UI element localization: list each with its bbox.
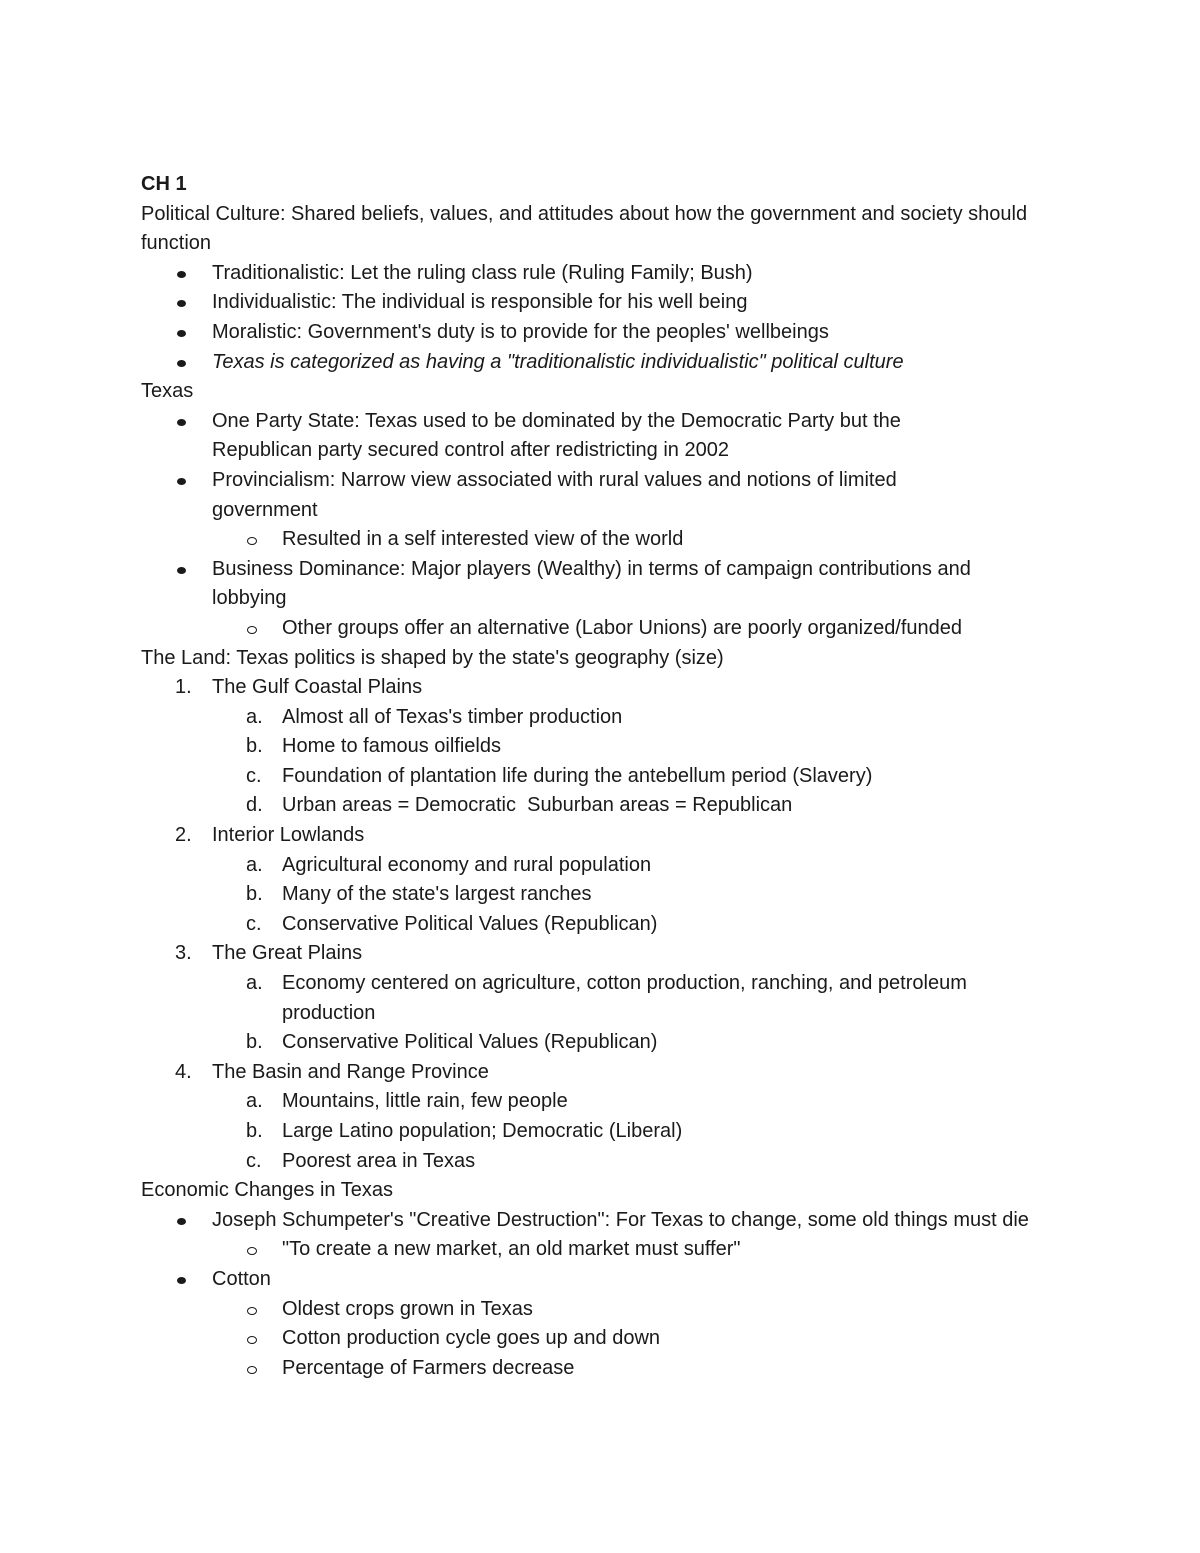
bullet-icon (177, 1277, 186, 1284)
lettered-item: a. Agricultural economy and rural population (246, 853, 652, 876)
sub-list-item: Oldest crops grown in Texas (141, 1295, 1071, 1325)
lettered-item: b. Large Latino population; Democratic (Liberal) (246, 1120, 683, 1142)
sub-list-item: Resulted in a self interested view of the world (141, 525, 1071, 555)
list-item: Moralistic: Government's duty is to provide for the peoples' wellbeings (141, 318, 1071, 348)
list-item: Texas is categorized as having a "traditionalistic individualistic" political culture (141, 348, 1071, 378)
lettered-item: d. Urban areas = Democratic Suburban areas = Republican (246, 794, 793, 817)
bullet-icon (177, 330, 186, 337)
lettered-item: c. Poorest area in Texas (246, 1149, 476, 1172)
hollow-bullet-icon (247, 1366, 257, 1374)
hollow-bullet-icon (247, 1247, 257, 1255)
list-item: Individualistic: The individual is responsible for his well being (141, 288, 1071, 318)
document-page (141, 170, 1071, 1383)
political-culture-definition: Political Culture: Shared beliefs, values, and attitudes about how the government and society should function (141, 202, 1028, 255)
hollow-bullet-icon (247, 626, 257, 634)
list-item: Provincialism: Narrow view associated with rural values and notions of limited government (141, 466, 1071, 525)
lettered-item: b. Home to famous oilfields (246, 735, 501, 758)
list-item: One Party State: Texas used to be dominated by the Democratic Party but the Republican party secured control after redistricting in 2002 (141, 407, 1071, 466)
sub-list-item: "To create a new market, an old market must suffer" (141, 1235, 1071, 1265)
list-item: Business Dominance: Major players (Wealthy) in terms of campaign contributions and lobbying (141, 555, 1071, 614)
sub-list-item: Percentage of Farmers decrease (141, 1354, 1071, 1384)
bullet-icon (177, 271, 186, 278)
lettered-item: a. Economy centered on agriculture, cotton production, ranching, and petroleum production (246, 972, 967, 1024)
bullet-icon (177, 419, 186, 426)
numbered-item: 2. Interior Lowlands (175, 824, 365, 847)
lettered-item: a. Mountains, little rain, few people (246, 1090, 568, 1113)
list-item: Joseph Schumpeter's "Creative Destruction": For Texas to change, some old things must die (141, 1206, 1071, 1236)
bullet-icon (177, 360, 186, 367)
bullet-icon (177, 567, 186, 574)
numbered-item: 3. The Great Plains (175, 942, 363, 965)
hollow-bullet-icon (247, 1336, 257, 1344)
list-item: Cotton (141, 1265, 1071, 1295)
sub-list-item: Other groups offer an alternative (Labor Unions) are poorly organized/funded (141, 614, 1071, 644)
lettered-item: a. Almost all of Texas's timber production (246, 705, 623, 728)
lettered-item: c. Conservative Political Values (Republican) (246, 912, 658, 935)
numbered-item: 4. The Basin and Range Province (175, 1060, 489, 1083)
numbered-item: 1. The Gulf Coastal Plains (175, 676, 423, 699)
lettered-item: b. Many of the state's largest ranches (246, 883, 592, 906)
hollow-bullet-icon (247, 1307, 257, 1315)
section-heading-texas: Texas (141, 380, 194, 403)
bullet-icon (177, 478, 186, 485)
lettered-item: b. Conservative Political Values (Republican) (246, 1031, 658, 1054)
hollow-bullet-icon (247, 537, 257, 545)
bullet-icon (177, 300, 186, 307)
sub-list-item: Cotton production cycle goes up and down (141, 1324, 1071, 1354)
lettered-item: c. Foundation of plantation life during the antebellum period (Slavery) (246, 764, 873, 787)
section-heading-economic: Economic Changes in Texas (141, 1179, 393, 1202)
chapter-title: CH 1 (141, 173, 187, 195)
section-heading-land: The Land: Texas politics is shaped by the state's geography (size) (141, 646, 724, 669)
bullet-icon (177, 1218, 186, 1225)
list-item: Traditionalistic: Let the ruling class rule (Ruling Family; Bush) (141, 259, 1071, 289)
